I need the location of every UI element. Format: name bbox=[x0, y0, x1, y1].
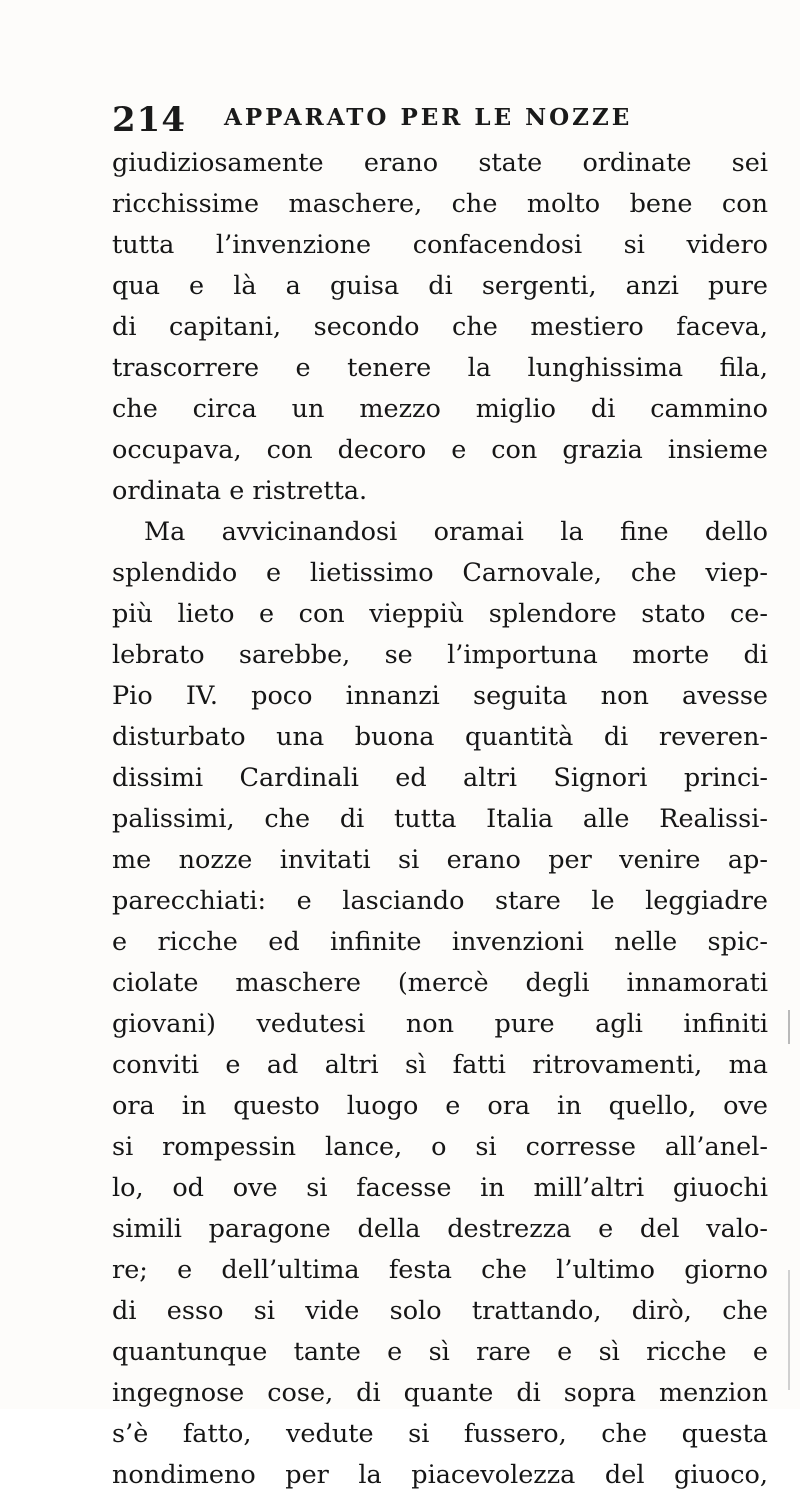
page-number: 214 bbox=[112, 100, 186, 140]
page-edge-shadow bbox=[788, 1270, 790, 1390]
text-line: s’è fatto, vedute si fussero, che questa bbox=[112, 1419, 768, 1449]
text-line: parecchiati: e lasciando stare le leggiadre bbox=[112, 886, 768, 916]
text-line: nondimeno per la piacevolezza del giuoco, bbox=[112, 1460, 768, 1490]
text-line: conviti e ad altri sì fatti ritrovamenti, ma bbox=[112, 1050, 768, 1080]
text-line: ricchissime maschere, che molto bene con bbox=[112, 189, 768, 219]
text-line: re; e dell’ultima festa che l’ultimo giorno bbox=[112, 1255, 768, 1285]
text-line: ora in questo luogo e ora in quello, ove bbox=[112, 1091, 768, 1121]
page-edge-shadow bbox=[788, 1010, 790, 1044]
body-text bbox=[112, 143, 768, 1496]
text-line: trascorrere e tenere la lunghissima fila, bbox=[112, 353, 768, 383]
text-line: che circa un mezzo miglio di cammino bbox=[112, 394, 768, 424]
text-line: splendido e lietissimo Carnovale, che viep- bbox=[112, 558, 768, 588]
text-line: ingegnose cose, di quante di sopra menzion bbox=[112, 1378, 768, 1408]
text-line: più lieto e con vieppiù splendore stato ce- bbox=[112, 599, 768, 629]
text-line: dissimi Cardinali ed altri Signori princi- bbox=[112, 763, 768, 793]
text-line: ciolate maschere (mercè degli innamorati bbox=[112, 968, 768, 998]
text-line: Pio IV. poco innanzi seguita non avesse bbox=[112, 681, 768, 711]
text-line: di capitani, secondo che mestiero faceva, bbox=[112, 312, 768, 342]
text-line: palissimi, che di tutta Italia alle Realissi- bbox=[112, 804, 768, 834]
text-line: di esso si vide solo trattando, dirò, che bbox=[112, 1296, 768, 1326]
text-line: e ricche ed infinite invenzioni nelle spic- bbox=[112, 927, 768, 957]
text-line: quantunque tante e sì rare e sì ricche e bbox=[112, 1337, 768, 1367]
text-line: tutta l’invenzione confacendosi si videro bbox=[112, 230, 768, 260]
text-line: lo, od ove si facesse in mill’altri giuochi bbox=[112, 1173, 768, 1203]
paragraph-start-line: Ma avvicinandosi oramai la fine dello bbox=[144, 517, 768, 547]
text-line: si rompessin lance, o si corresse all’anel- bbox=[112, 1132, 768, 1162]
text-line: lebrato sarebbe, se l’importuna morte di bbox=[112, 640, 768, 670]
running-head bbox=[112, 98, 762, 142]
text-line: ordinata e ristretta. bbox=[112, 476, 368, 506]
text-line: qua e là a guisa di sergenti, anzi pure bbox=[112, 271, 768, 301]
text-line: occupava, con decoro e con grazia insieme bbox=[112, 435, 768, 465]
running-title: APPARATO PER LE NOZZE bbox=[224, 104, 633, 131]
text-line: giovani) vedutesi non pure agli infiniti bbox=[112, 1009, 768, 1039]
text-line: giudiziosamente erano state ordinate sei bbox=[112, 148, 768, 178]
text-line: simili paragone della destrezza e del valo- bbox=[112, 1214, 768, 1244]
text-line: disturbato una buona quantità di reveren- bbox=[112, 722, 768, 752]
text-line: me nozze invitati si erano per venire ap- bbox=[112, 845, 768, 875]
